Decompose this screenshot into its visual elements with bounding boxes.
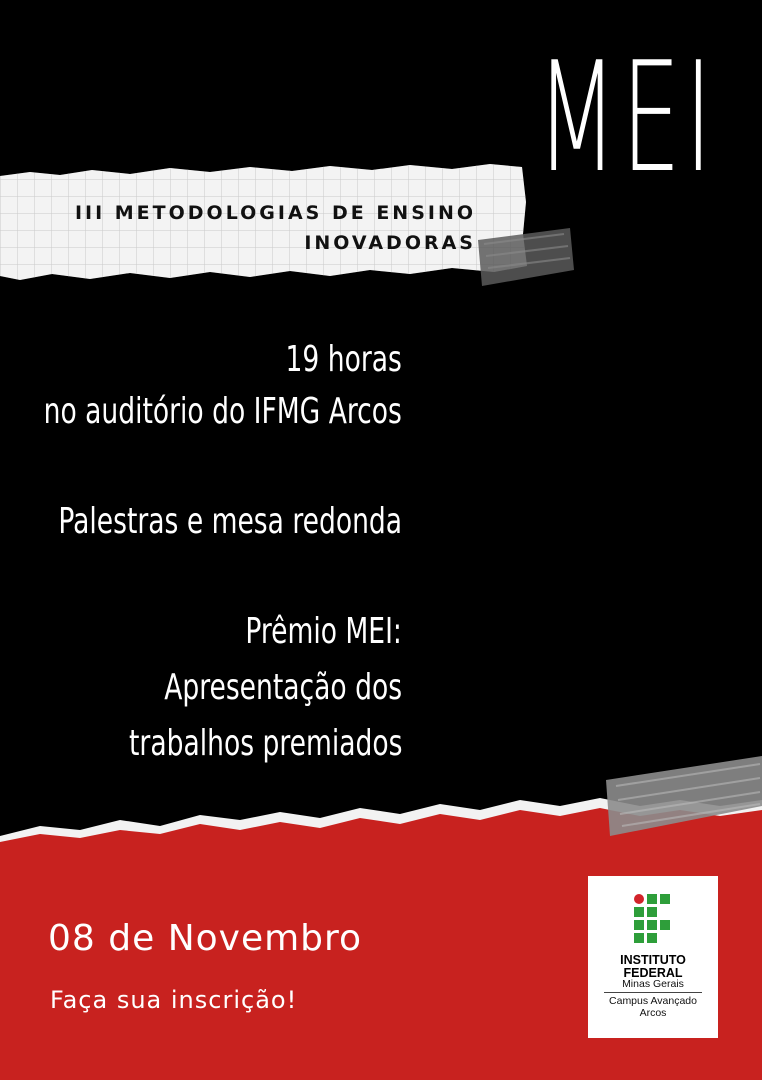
event-title: MEI (536, 29, 716, 206)
ifmg-logo (588, 876, 718, 1038)
logo-text-campus: Campus Avançado Arcos (609, 995, 697, 1019)
event-date: 08 de Novembro (48, 918, 363, 959)
registration-call: Faça sua inscrição! (50, 986, 298, 1014)
info-activities: Palestras e mesa redonda (58, 501, 402, 542)
logo-text-instituto: INSTITUTO FEDERAL (620, 953, 686, 980)
info-time: 19 horas (285, 339, 402, 380)
tape-piece-bottom (600, 752, 762, 844)
ifmg-grid-icon (634, 894, 672, 944)
logo-divider (604, 992, 702, 993)
info-award-line-1: Apresentação dos (164, 667, 402, 708)
info-location: no auditório do IFMG Arcos (43, 391, 402, 432)
info-award-line-2: trabalhos premiados (128, 723, 402, 764)
subtitle-line-1: III METODOLOGIAS DE ENSINO (74, 202, 476, 224)
subtitle-line-2: INOVADORAS (304, 232, 476, 254)
logo-text-state: Minas Gerais (622, 978, 684, 990)
info-award-title: Prêmio MEI: (245, 611, 402, 652)
